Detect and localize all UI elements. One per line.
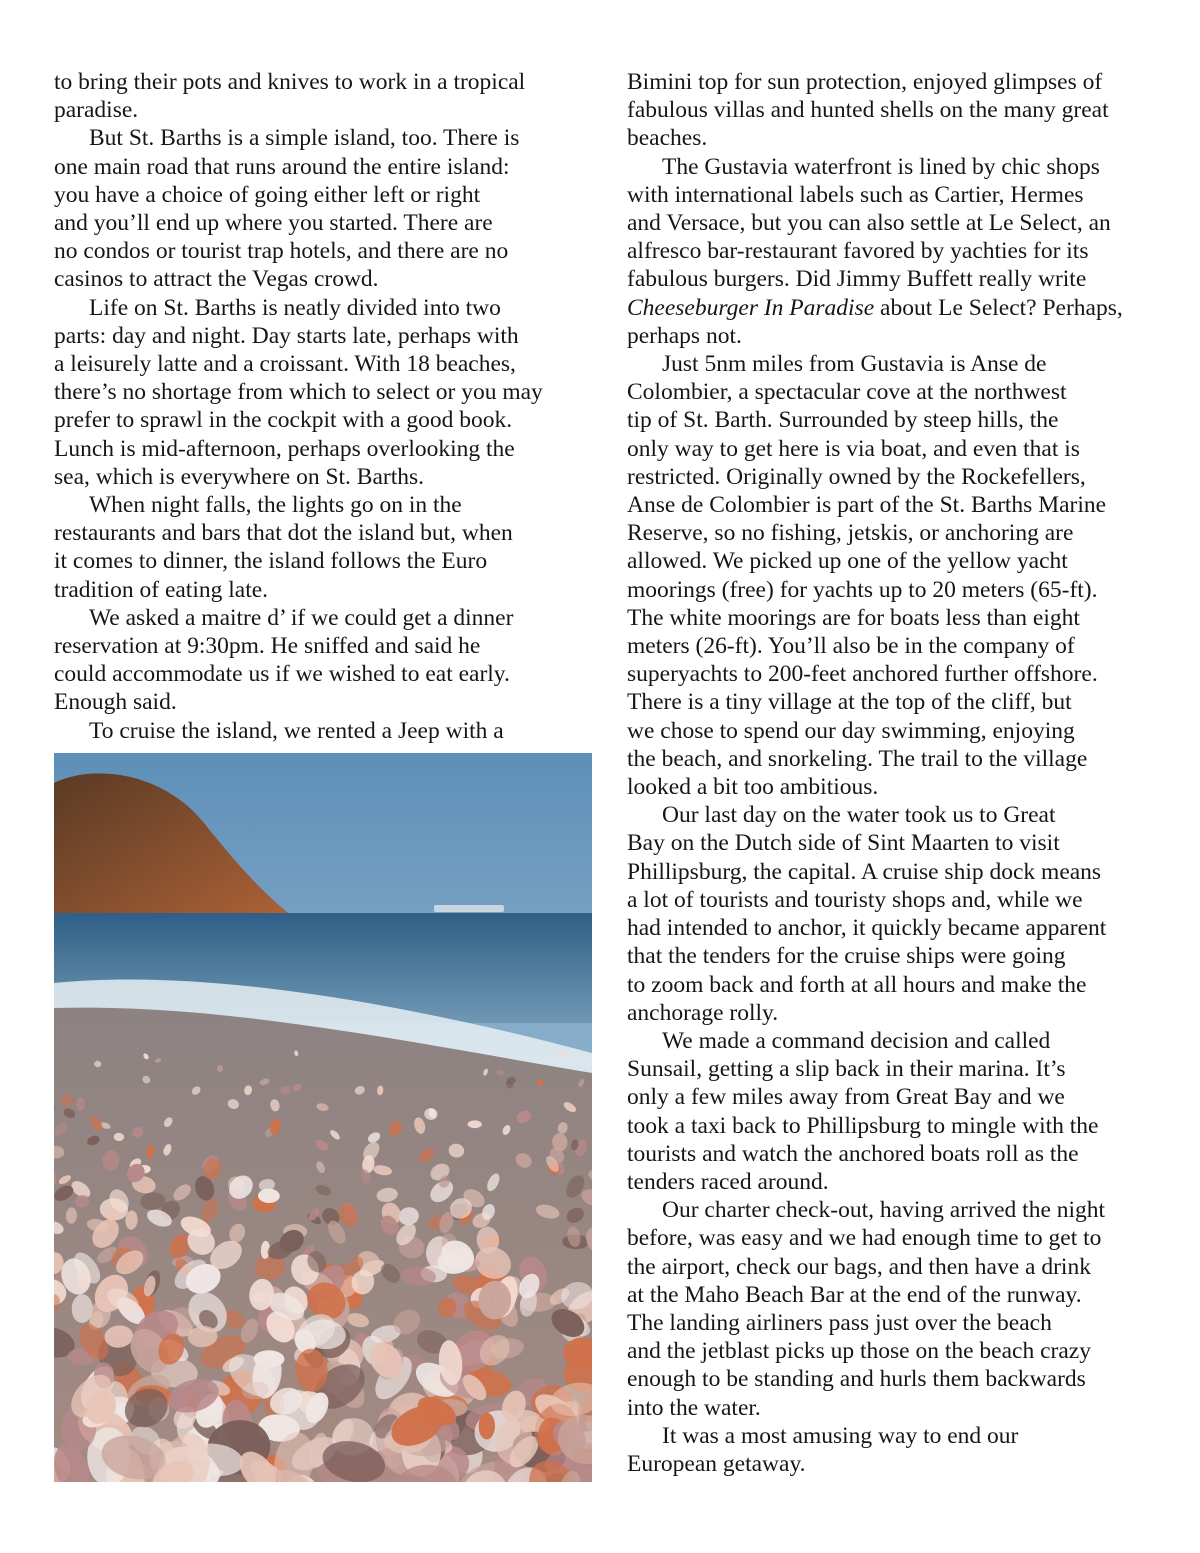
text-line: fabulous villas and hunted shells on the many great xyxy=(627,97,1109,124)
paragraph-start: To cruise the island, we rented a Jeep with a xyxy=(89,717,504,744)
text-line: Colombier, a spectacular cove at the northwest xyxy=(627,379,1067,406)
text-line: had intended to anchor, it quickly became apparent xyxy=(627,915,1107,942)
text-line: into the water. xyxy=(627,1394,761,1421)
text-line: Lunch is mid-afternoon, perhaps overlooking the xyxy=(54,435,515,462)
text-line: restricted. Originally owned by the Rockefellers, xyxy=(627,463,1086,490)
text-line: Bimini top for sun protection, enjoyed glimpses of xyxy=(627,69,1103,95)
text-line: it comes to dinner, the island follows the Euro xyxy=(54,548,488,575)
text-line: The white moorings are for boats less than eight xyxy=(627,604,1080,631)
text-line: beaches. xyxy=(627,125,708,152)
paragraph-start: When night falls, the lights go on in the xyxy=(89,492,462,519)
text-line: and the jetblast picks up those on the beach crazy xyxy=(627,1338,1091,1365)
text-line: to bring their pots and knives to work in a tropical xyxy=(54,69,526,95)
paragraph-start: It was a most amusing way to end our xyxy=(662,1422,1019,1449)
text-line: perhaps not. xyxy=(627,322,742,349)
text-line: with international labels such as Cartier, Hermes xyxy=(627,181,1084,208)
paragraph-start: We made a command decision and called xyxy=(662,1027,1051,1054)
text-line: at the Maho Beach Bar at the end of the runway. xyxy=(627,1281,1082,1308)
text-line: meters (26-ft). You’ll also be in the company of xyxy=(627,633,1075,660)
paragraph-start: Our charter check-out, having arrived the night xyxy=(662,1197,1106,1224)
text-line: Reserve, so no fishing, jetskis, or anchoring are xyxy=(627,520,1074,547)
text-line: tourists and watch the anchored boats roll as the xyxy=(627,1140,1079,1167)
right-column xyxy=(627,68,1172,1478)
text-line: only a few miles away from Great Bay and we xyxy=(627,1084,1065,1111)
paragraph-start: Our last day on the water took us to Great xyxy=(662,802,1056,829)
text-line: paradise. xyxy=(54,97,139,124)
photo-illustration xyxy=(54,753,592,1482)
text-line: there’s no shortage from which to select or you may xyxy=(54,379,543,406)
text-line: sea, which is everywhere on St. Barths. xyxy=(54,463,425,490)
text-line: one main road that runs around the entire island: xyxy=(54,153,510,180)
text-line: tradition of eating late. xyxy=(54,576,269,603)
text-line: we chose to spend our day swimming, enjoying xyxy=(627,717,1075,744)
text-line: prefer to sprawl in the cockpit with a good book. xyxy=(54,407,513,434)
paragraph-start: The Gustavia waterfront is lined by chic shops xyxy=(662,153,1100,180)
text-line: restaurants and bars that dot the island but, when xyxy=(54,520,513,547)
song-title: Cheeseburger In Paradise xyxy=(627,294,875,321)
text-line: and Versace, but you can also settle at Le Select, an xyxy=(627,210,1111,237)
text-line: allowed. We picked up one of the yellow yacht xyxy=(627,548,1068,575)
paragraph-start: We asked a maitre d’ if we could get a dinner xyxy=(89,604,514,631)
text-fragment: about Le Select? Perhaps, xyxy=(874,294,1123,321)
text-line: The landing airliners pass just over the beach xyxy=(627,1309,1052,1336)
text-line: looked a bit too ambitious. xyxy=(627,774,879,801)
text-line: There is a tiny village at the top of the cliff, but xyxy=(627,689,1072,716)
text-line: could accommodate us if we wished to eat early. xyxy=(54,661,510,688)
text-line: and you’ll end up where you started. There are xyxy=(54,210,493,237)
text-line: Anse de Colombier is part of the St. Barths Marine xyxy=(627,492,1107,519)
shell xyxy=(468,1120,482,1128)
paragraph-start: But St. Barths is a simple island, too. There is xyxy=(89,125,520,152)
text-line: Enough said. xyxy=(54,689,177,716)
paragraph-start: Just 5nm miles from Gustavia is Anse de xyxy=(662,351,1047,378)
text-line: Bay on the Dutch side of Sint Maarten to visit xyxy=(627,830,1060,857)
text-line: casinos to attract the Vegas crowd. xyxy=(54,266,379,293)
text-line: only way to get here is via boat, and even that is xyxy=(627,435,1080,462)
text-line: Sunsail, getting a slip back in their marina. It’s xyxy=(627,1056,1066,1083)
text-line: European getaway. xyxy=(627,1450,806,1477)
text-line: no condos or tourist trap hotels, and there are no xyxy=(54,238,509,265)
text-line: took a taxi back to Phillipsburg to mingle with the xyxy=(627,1112,1099,1139)
text-line: anchorage rolly. xyxy=(627,999,779,1026)
text-line: the beach, and snorkeling. The trail to the village xyxy=(627,745,1088,772)
text-line: alfresco bar-restaurant favored by yachties for its xyxy=(627,238,1089,265)
text-line: Phillipsburg, the capital. A cruise ship dock means xyxy=(627,858,1102,885)
text-line: reservation at 9:30pm. He sniffed and said he xyxy=(54,633,481,660)
text-line: fabulous burgers. Did Jimmy Buffett really write xyxy=(627,266,1087,293)
distant-ship xyxy=(434,905,504,912)
shell-beach-photo xyxy=(54,753,592,1482)
paragraph-start: Life on St. Barths is neatly divided into two xyxy=(89,294,501,321)
text-line: moorings (free) for yachts up to 20 meters (65-ft). xyxy=(627,576,1098,603)
text-line: you have a choice of going either left or right xyxy=(54,181,481,208)
text-line: to zoom back and forth at all hours and make the xyxy=(627,971,1087,998)
text-line: before, was easy and we had enough time to get to xyxy=(627,1225,1102,1252)
left-column xyxy=(54,68,599,745)
text-line: tip of St. Barth. Surrounded by steep hills, the xyxy=(627,407,1059,434)
text-line: tenders raced around. xyxy=(627,1168,829,1195)
text-line xyxy=(627,294,1172,322)
text-line: parts: day and night. Day starts late, perhaps with xyxy=(54,322,519,349)
text-line: the airport, check our bags, and then have a drink xyxy=(627,1253,1091,1280)
text-line: a leisurely latte and a croissant. With 18 beaches, xyxy=(54,351,516,378)
text-line: superyachts to 200-feet anchored further offshore. xyxy=(627,661,1098,688)
text-line: that the tenders for the cruise ships were going xyxy=(627,943,1066,970)
text-line: enough to be standing and hurls them backwards xyxy=(627,1366,1086,1393)
text-line: a lot of tourists and touristy shops and, while we xyxy=(627,886,1083,913)
